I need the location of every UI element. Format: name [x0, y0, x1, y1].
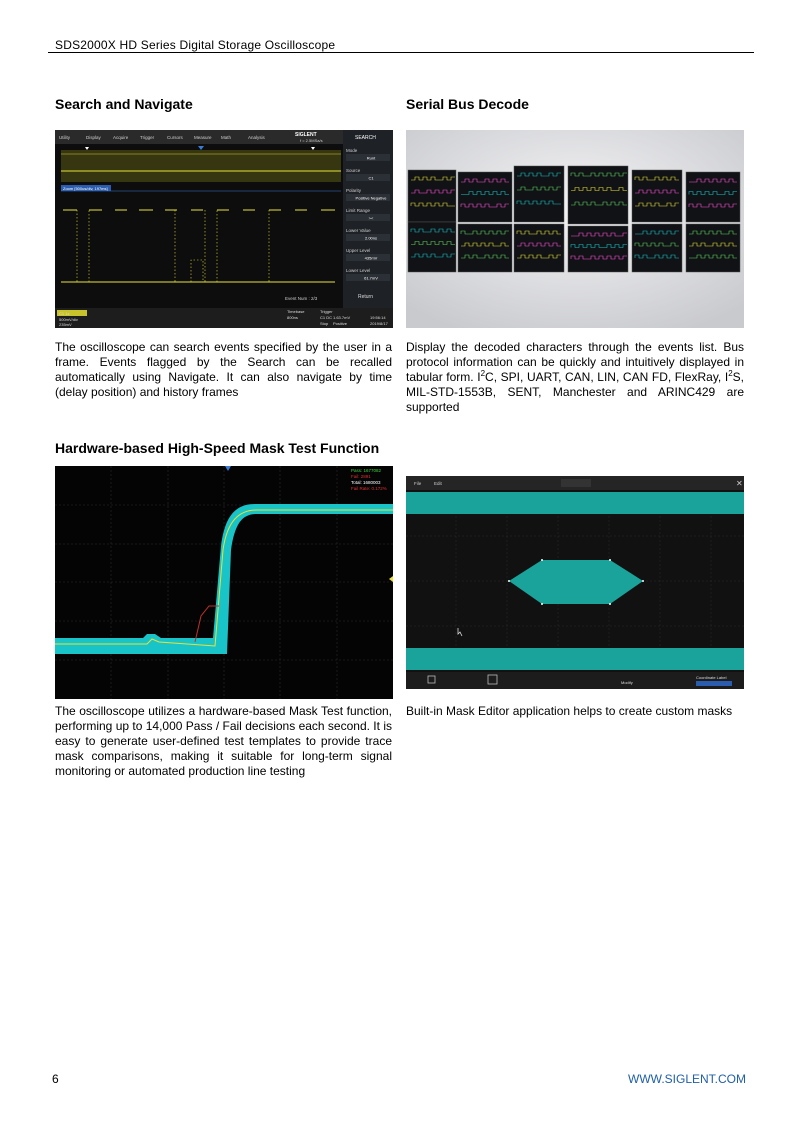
- search-menu-item: Display: [86, 135, 101, 140]
- search-menu-item: Analysis: [248, 135, 265, 140]
- search-event-num: Event Num : 2/3: [285, 296, 318, 301]
- search-status-text: 1.63.7mV: [333, 315, 351, 320]
- decode-screenshot: [406, 130, 744, 328]
- decode-collage: [406, 130, 744, 328]
- search-side-value: C1: [368, 175, 374, 181]
- decode-sup-2: 2: [728, 369, 733, 378]
- search-menu-item: Trigger: [140, 135, 155, 140]
- decode-screen-thumb: [632, 224, 682, 272]
- search-side-label: Lower Value: [346, 228, 371, 233]
- close-icon: ✕: [736, 479, 743, 488]
- search-menu-item: Acquire: [113, 135, 129, 140]
- header-rule: [48, 52, 754, 53]
- search-return: Return: [358, 294, 374, 300]
- editor-tab-file: File: [414, 481, 422, 486]
- search-status-text: Timebase: [287, 309, 305, 314]
- search-status-text: 500mV/div: [59, 317, 78, 322]
- search-side-title: SEARCH: [355, 135, 376, 141]
- search-side-label: Upper Level: [346, 248, 371, 253]
- mask-title: Hardware-based High-Speed Mask Test Function: [55, 440, 380, 456]
- search-title: Search and Navigate: [55, 96, 193, 112]
- mask-test-screen: [55, 466, 393, 699]
- decode-title: Serial Bus Decode: [406, 96, 529, 112]
- search-status-text: C1 1x: [59, 311, 70, 316]
- search-status-text: Positive: [333, 321, 348, 326]
- editor-body: Built-in Mask Editor application helps to create custom masks: [406, 704, 733, 718]
- search-status-text: 19:56:14: [370, 315, 386, 320]
- search-menu-item: Measure: [194, 135, 212, 140]
- mask-stat: Fail Rate: 0.172%: [351, 486, 387, 491]
- search-side-label: Mode: [346, 148, 358, 153]
- search-menu-item: Math: [221, 135, 232, 140]
- decode-body: [406, 340, 744, 415]
- mask-stat: Total: 1680003: [351, 480, 381, 485]
- mask-editor-screen: [406, 476, 744, 689]
- editor-screenshot: [406, 476, 744, 689]
- editor-coord-label: Coordinate Label: [696, 675, 727, 680]
- search-side-label: Source: [346, 168, 361, 173]
- search-side-value: 2.00ns: [364, 235, 378, 241]
- search-status-text: 2019/8/17: [370, 321, 388, 326]
- search-oscilloscope-screen: [55, 130, 393, 328]
- document-header: SDS2000X HD Series Digital Storage Oscilloscope: [55, 38, 336, 52]
- search-body: The oscilloscope can search events specified by the user in a frame. Events flagged by the Search can be recalled automatically using Navigate. It can also navigate by time (delay position) and history frames: [55, 340, 392, 399]
- search-side-value: 435mV: [364, 255, 378, 261]
- search-zoom-tag: Zoom [500us/div, 197ms]: [63, 186, 108, 191]
- decode-body-part-1: Display the decoded characters through the events list. Bus protocol information can be quickly and intuitively displayed in tabular form. I: [406, 340, 744, 384]
- footer-url[interactable]: WWW.SIGLENT.COM: [628, 1072, 746, 1086]
- search-status-text: C1 DC: [320, 315, 333, 320]
- editor-modify: Modify: [621, 680, 633, 685]
- search-screenshot: [55, 130, 393, 328]
- editor-tab-edit: Edit: [434, 481, 442, 486]
- search-status-text: Stop: [320, 321, 329, 326]
- search-side-label: Lower Level: [346, 268, 371, 273]
- search-status-text: 800ns: [287, 315, 298, 320]
- search-side-label: Polarity: [346, 188, 362, 193]
- search-brand: SIGLENT: [295, 132, 317, 138]
- search-rate: f = 2.5MSa/s: [300, 138, 323, 143]
- search-menu-item: Cursors: [167, 135, 183, 140]
- decode-sup-1: 2: [480, 369, 486, 378]
- mask-stat: Fail: 2891: [351, 474, 371, 479]
- search-side-value: Runt: [366, 155, 376, 161]
- search-side-value: ><: [368, 215, 374, 221]
- search-side-label: Limit Range: [346, 208, 371, 213]
- decode-screen-thumb: [514, 166, 564, 222]
- mask-screenshot: [55, 466, 393, 699]
- search-side-value: 61.7mV: [364, 275, 378, 281]
- search-status-text: Trigger: [320, 309, 333, 314]
- search-menu-item: Utility: [59, 135, 70, 140]
- mask-stat: Pass: 1677082: [351, 468, 382, 473]
- page-number: 6: [52, 1072, 59, 1086]
- search-side-value: Positive Negative: [355, 195, 387, 201]
- decode-body-part-3: S, MIL-STD-1553B, SENT, Manchester and ARINC429 are supported: [406, 370, 745, 414]
- search-status-text: 235mV: [59, 322, 72, 327]
- decode-body-part-2: C, SPI, UART, CAN, LIN, CAN FD, FlexRay, I: [485, 370, 729, 384]
- mask-body: The oscilloscope utilizes a hardware-based Mask Test function, performing up to 14,000 Pass / Fail decisions each second. It is easy to generate user-defined test templates to provide trace mask comparisons, making it suitable for long-term signal monitoring or automated production line testing: [55, 704, 392, 778]
- decode-screen-thumb: [632, 170, 682, 222]
